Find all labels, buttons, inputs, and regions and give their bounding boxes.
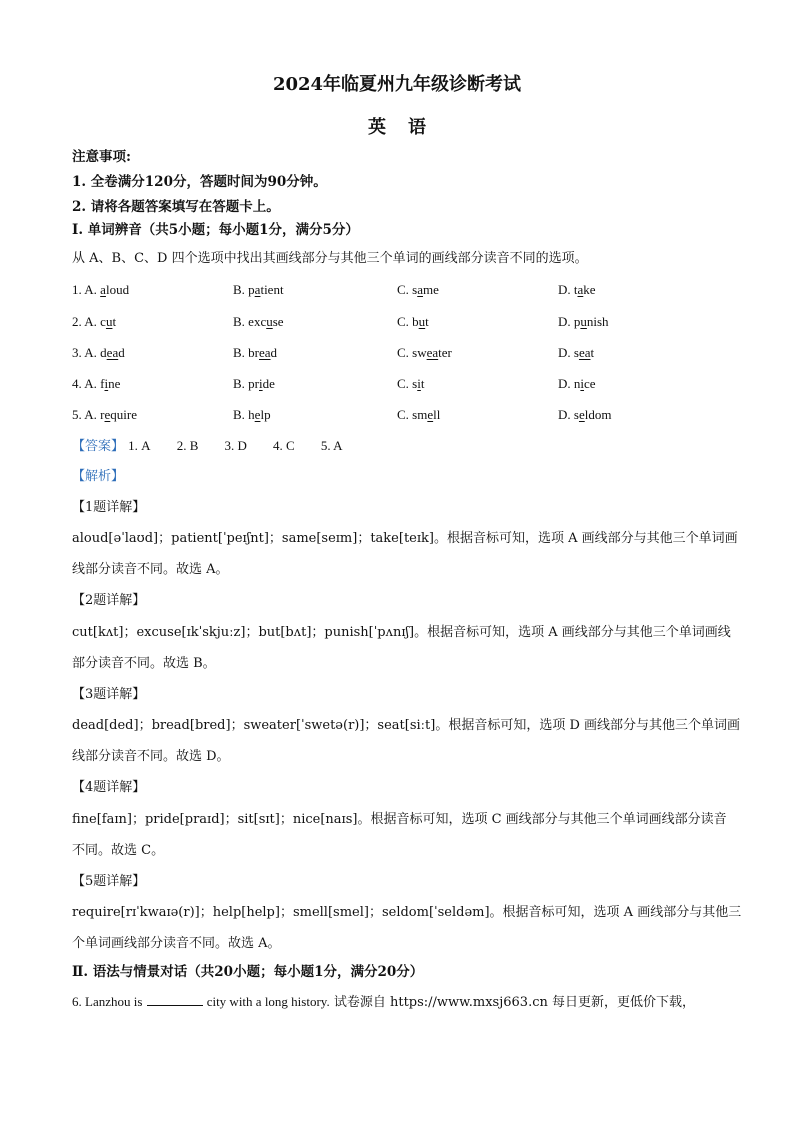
option-a: 3. A. dead xyxy=(72,345,125,360)
detail-2-line-1: cut[kʌt]；excuse[ɪkˈskjuːz]；but[bʌt]；punish[ˈpʌnɪʃ]。根据音标可知，选项 A 画线部分与其他三个单词画线 xyxy=(72,625,731,640)
analysis-tag: 【解析】 xyxy=(72,469,125,484)
detail-5-line-2: 个单词画线部分读音不同。故选 A。 xyxy=(72,936,281,951)
detail-2-tag: 【2题详解】 xyxy=(72,593,146,608)
answer-1: 1. A xyxy=(128,438,151,453)
watermark-text: 试卷源自 https://www.mxsj663.cn 每日更新，更低价下载， xyxy=(333,995,695,1010)
answer-tag: 【答案】 xyxy=(72,439,125,454)
option-c: C. sweater xyxy=(397,345,452,360)
section1-heading: Ⅰ. 单词辨音（共5小题；每小题1分，满分5分） xyxy=(72,222,359,238)
answer-5: 5. A xyxy=(320,438,343,453)
option-d: D. take xyxy=(558,282,596,297)
option-a: 2. A. cut xyxy=(72,314,117,329)
option-b: B. patient xyxy=(233,282,284,297)
detail-4-line-2: 不同。故选 C。 xyxy=(72,843,165,858)
option-d: D. nice xyxy=(558,376,596,391)
option-a: 5. A. require xyxy=(72,407,138,422)
notes-heading: 注意事项: xyxy=(72,149,131,165)
section1-instruction: 从 A、B、C、D 四个选项中找出其画线部分与其他三个单词的画线部分读音不同的选项。 xyxy=(72,251,588,266)
detail-5-tag: 【5题详解】 xyxy=(72,874,146,889)
detail-4-tag: 【4题详解】 xyxy=(72,780,146,795)
option-d: D. seat xyxy=(558,345,595,360)
detail-3-line-1: dead[ded]；bread[bred]；sweater[ˈswetə(r)]；seat[siːt]。根据音标可知，选项 D 画线部分与其他三个单词画 xyxy=(72,718,741,733)
answer-4: 4. C xyxy=(273,438,295,453)
option-c: C. sit xyxy=(397,376,425,391)
question-6 xyxy=(72,994,695,1011)
option-b: B. bread xyxy=(233,345,278,360)
option-a: 1. A. aloud xyxy=(72,282,130,297)
option-b: B. help xyxy=(233,407,271,422)
section2-heading: Ⅱ. 语法与情景对话（共20小题；每小题1分，满分20分） xyxy=(72,964,424,980)
answer-line xyxy=(72,438,365,455)
answer-2: 2. B xyxy=(176,438,199,453)
detail-3-line-2: 线部分读音不同。故选 D。 xyxy=(72,749,230,764)
question-6-start: 6. Lanzhou is xyxy=(72,994,143,1009)
detail-2-line-2: 部分读音不同。故选 B。 xyxy=(72,656,216,671)
detail-4-line-1: fine[faɪn]；pride[praɪd]；sit[sɪt]；nice[naɪs]。根据音标可知，选项 C 画线部分与其他三个单词画线部分读音 xyxy=(72,812,727,827)
answer-3: 3. D xyxy=(224,438,247,453)
notes-item-1: 1. 全卷满分120分，答题时间为90分钟。 xyxy=(72,174,327,190)
option-a: 4. A. fine xyxy=(72,376,121,391)
subject-title: 英语 xyxy=(368,117,448,138)
detail-1-tag: 【1题详解】 xyxy=(72,500,146,515)
option-d: D. seldom xyxy=(558,407,612,422)
question-6-end: city with a long history. xyxy=(206,994,330,1009)
detail-1-line-2: 线部分读音不同。故选 A。 xyxy=(72,562,229,577)
detail-1-line-1: aloud[əˈlaʊd]；patient[ˈpeɪʃnt]；same[seɪm]；take[teɪk]。根据音标可知，选项 A 画线部分与其他三个单词画 xyxy=(72,531,738,546)
exam-title: 2024年临夏州九年级诊断考试 xyxy=(272,74,522,95)
notes-item-2: 2. 请将各题答案填写在答题卡上。 xyxy=(72,199,280,215)
option-c: C. same xyxy=(397,282,439,297)
detail-5-line-1: require[rɪˈkwaɪə(r)]；help[help]；smell[smel]；seldom[ˈseldəm]。根据音标可知，选项 A 画线部分与其他三 xyxy=(72,905,742,920)
detail-3-tag: 【3题详解】 xyxy=(72,687,146,702)
option-b: B. pride xyxy=(233,376,275,391)
option-c: C. but xyxy=(397,314,429,329)
option-b: B. excuse xyxy=(233,314,284,329)
option-d: D. punish xyxy=(558,314,609,329)
answer-blank xyxy=(147,994,203,1006)
option-c: C. smell xyxy=(397,407,441,422)
